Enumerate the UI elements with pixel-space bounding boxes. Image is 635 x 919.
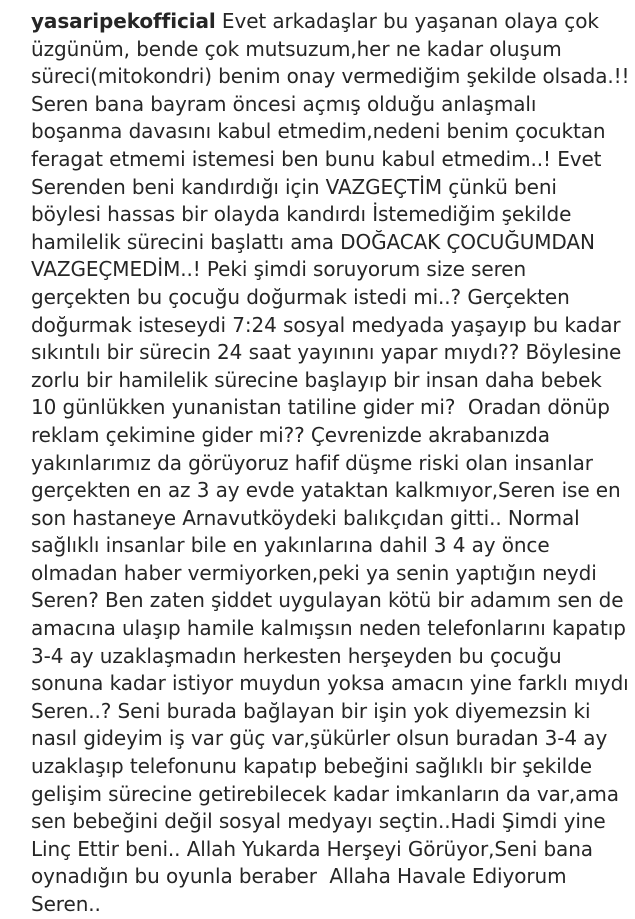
caption-line: nasıl gideyim iş var güç var,şükürler olsun buradan 3-4 ay [31,726,608,751]
caption-line: doğurmak isteseydi 7:24 sosyal medyada yaşayıp bu kadar [31,312,621,337]
caption-line: böylesi hassas bir olayda kandırdı İstemediğim şekilde [31,202,572,227]
caption-line: sağlıklı insanlar bile en yakınlarına dahil 3 4 ay önce [31,533,550,558]
caption-line: sonuna kadar istiyor muydun yoksa amacın yine farklı mıydı [31,671,629,696]
caption-line: 10 günlükken yunanistan tatiline gider mi? Oradan dönüp [31,395,610,420]
caption-line: Seren.. [31,892,101,916]
caption-line: sen bebeğini değil sosyal medyayı seçtin..Hadi Şimdi yine [31,809,606,834]
caption-line: üzgünüm, bende çok mutsuzum,her ne kadar oluşum [31,36,562,61]
caption-line: amacına ulaşıp hamile kalmışsın neden telefonlarını kapatıp [31,616,626,641]
caption-line: 3-4 ay uzaklaşmadın herkesten herşeyden bu çocuğu [31,643,562,668]
caption-line: gelişim sürecine getirebilecek kadar imkanların da var,ama [31,781,619,806]
caption-line: Linç Ettir beni.. Allah Yukarda Herşeyi Görüyor,Seni bana [31,836,593,861]
caption-text: Evet arkadaşlar bu yaşanan olaya çok [215,9,599,33]
caption-line: feragat etmemi istemesi ben bunu kabul etmedim..! Evet [31,146,602,171]
caption-line: Seren..? Seni burada bağlayan bir işin yok diyemezsin ki [31,698,591,723]
caption-line: sıkıntılı bir sürecin 24 saat yayınını yapar mıydı?? Böylesine [31,340,622,365]
post-caption [31,8,631,919]
caption-line: gerçekten en az 3 ay evde yataktan kalkmıyor,Seren ise en [31,478,621,503]
caption-line: yakınlarımız da görüyoruz hafif düşme riski olan insanlar [31,450,593,475]
caption-line: VAZGEÇMEDİM..! Peki şimdi soruyorum size seren [31,257,527,282]
caption-line: boşanma davasını kabul etmedim,nedeni benim çocuktan [31,119,606,144]
caption-line: Seren bana bayram öncesi açmış olduğu anlaşmalı [31,91,537,116]
caption-line: Seren? Ben zaten şiddet uygulayan kötü bir adamım sen de [31,588,624,613]
caption-line: hamilelik sürecini başlattı ama DOĞACAK ÇOCUĞUMDAN [31,229,595,254]
caption-line: reklam çekimine gider mi?? Çevrenizde akrabanızda [31,422,550,447]
caption-line: oynadığın bu oyunla beraber Allaha Havale Ediyorum [31,864,567,889]
caption-line-1 [31,8,631,36]
caption-line: zorlu bir hamilelik sürecine başlayıp bir insan daha bebek [31,367,602,392]
caption-line: olmadan haber vermiyorken,peki ya senin yaptığın neydi [31,560,597,585]
caption-line: son hastaneye Arnavutköydeki balıkçıdan gitti.. Normal [31,505,580,530]
caption-line: gerçekten bu çocuğu doğurmak istedi mi..? Gerçekten [31,284,570,309]
caption-line: süreci(mitokondri) benim onay vermediğim şekilde olsada.!! [31,64,630,89]
caption-line: Serenden beni kandırdığı için VAZGEÇTİM çünkü beni [31,174,557,199]
username-link[interactable]: yasaripekofficial [31,9,216,33]
caption-line: uzaklaşıp telefonunu kapatıp bebeğini sağlıklı bir şekilde [31,754,592,779]
